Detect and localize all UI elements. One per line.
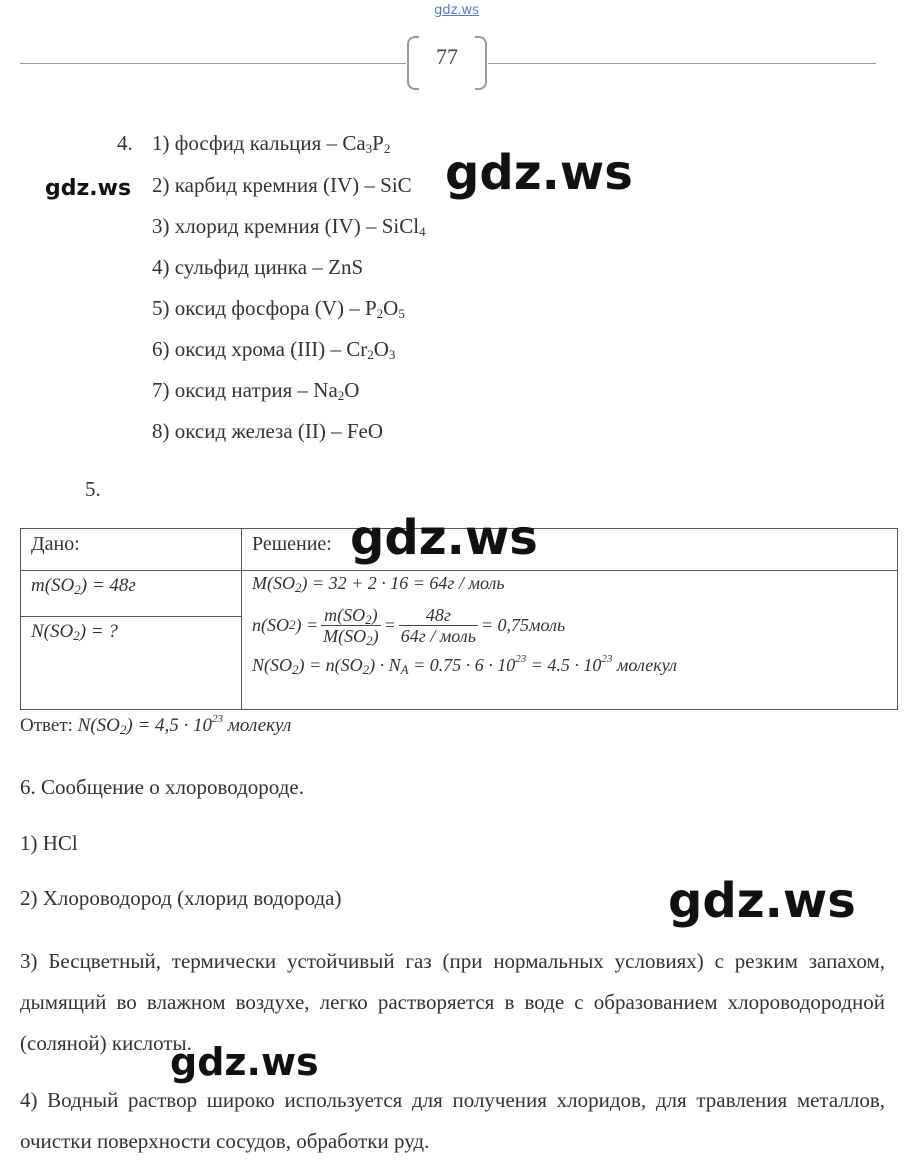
answer-label: Ответ: xyxy=(20,715,73,736)
solution-line-count: $N(SO_2) = n(SO_2) \cdot N_A = 0.75 \cdot 6 \cdot 10^{23} = 4.5 \cdot 10^{23}$ молекул xyxy=(252,653,678,677)
header-rule-left xyxy=(20,63,406,64)
watermark-large-2: gdz.ws xyxy=(350,510,538,566)
task4-item-number: 1) xyxy=(152,131,170,155)
task6-title: 6. Сообщение о хлороводороде. xyxy=(20,775,304,799)
solution-header: Решение: xyxy=(242,529,898,571)
solution-line-molar-mass: $M(SO_2) = 32 + 2 \cdot 16 = 64г$ / моль xyxy=(252,573,505,595)
page-number-frame xyxy=(407,36,487,88)
task4-item-formula: $Na_2O$ xyxy=(313,378,360,403)
task4-item-number: 3) xyxy=(152,214,170,238)
task4-item xyxy=(152,255,363,280)
watermark-large-1: gdz.ws xyxy=(445,145,633,201)
task4-item-number: 2) xyxy=(152,173,170,197)
task4-item-name: оксид натрия xyxy=(174,378,293,402)
task4-item-name: сульфид цинка xyxy=(174,255,308,279)
watermark-medium: gdz.ws xyxy=(170,1040,319,1084)
task4-item-formula: $Cr_2O_3$ xyxy=(346,337,396,362)
task4-item-dash: – xyxy=(312,255,323,279)
given-count-unknown: $N(SO_2)$ = ? xyxy=(21,617,242,710)
task4-item-formula: FeO xyxy=(346,419,384,443)
answer-line xyxy=(20,715,291,737)
task4-item xyxy=(152,337,395,362)
task4-item-dash: – xyxy=(364,173,375,197)
task4-item-dash: – xyxy=(297,378,309,402)
task4-item-number: 4) xyxy=(152,255,170,279)
task4-item-name: оксид фосфора (V) xyxy=(174,296,344,320)
task4-item-number: 8) xyxy=(152,419,170,443)
task4-item-name: карбид кремния (IV) xyxy=(174,173,360,197)
page-number: 77 xyxy=(436,44,458,69)
task4-item-dash: – xyxy=(366,214,377,238)
solution-body xyxy=(242,571,898,710)
task4-item xyxy=(152,419,383,444)
task4-item-formula: SiC xyxy=(380,173,412,197)
task4-item-dash: – xyxy=(349,296,360,320)
header-rule-right xyxy=(488,63,876,64)
task4-item-number: 5) xyxy=(152,296,170,320)
task4-item-formula: SiCl$_4$ xyxy=(381,214,426,239)
task4-item-dash: – xyxy=(330,337,341,361)
task4-item-name: оксид железа (II) xyxy=(174,419,326,443)
task4-item-dash: – xyxy=(331,419,342,443)
task4-item-formula: $Ca_3P_2$ xyxy=(342,131,391,156)
header-watermark-link[interactable]: gdz.ws xyxy=(434,3,479,18)
task4-item-formula: $P_2O_5$ xyxy=(364,296,405,321)
task4-item-number: 7) xyxy=(152,378,170,402)
fraction-mass-over-molar: $\frac{m(SO_2)}{M(SO_2)}$ xyxy=(323,604,379,648)
answer-formula: $N(SO_2) = 4,5 \cdot 10^{23}$ молекул xyxy=(77,713,292,737)
task4-item xyxy=(152,214,426,239)
given-header: Дано: xyxy=(21,529,242,571)
task4-item xyxy=(152,131,390,156)
task4-item-formula: ZnS xyxy=(328,255,364,279)
fraction-values: $\frac{48г}{\text{64г / моль}}$ xyxy=(400,604,476,646)
task4-item-name: оксид хрома (III) xyxy=(174,337,326,361)
task4-item-dash: – xyxy=(326,131,338,155)
task6-point1: 1) HCl xyxy=(20,831,78,855)
task6-point3: 3) Бесцветный, термически устойчивый газ (при нормальных условиях) с резким запахом, дымящий во влажном воздухе, легко растворяется в воде с образованием хлороводородной (соляной) кислоты. xyxy=(20,949,885,1055)
task5-number: 5. xyxy=(85,477,101,501)
watermark-large-3: gdz.ws xyxy=(668,873,856,929)
task4-item-number: 6) xyxy=(152,337,170,361)
task4-item xyxy=(152,173,412,198)
task4-number: 4. xyxy=(117,131,133,155)
task4-item-name: фосфид кальция xyxy=(174,131,322,155)
task4-item-name: хлорид кремния (IV) xyxy=(174,214,361,238)
task4-item xyxy=(152,378,359,403)
given-mass: $m(SO_2) = 48г$ xyxy=(21,571,242,617)
watermark-small: gdz.ws xyxy=(45,176,132,201)
task4-item xyxy=(152,296,405,321)
task6-point2: 2) Хлороводород (хлорид водорода) xyxy=(20,886,342,910)
solution-line-moles: n(SO 2 ) = $\frac{m(SO_2)}{M(SO_2)}$ = $\frac{48г}{\text{64г / моль}}$ = 0,75моль xyxy=(252,604,566,648)
task6-point4: 4) Водный раствор широко используется для получения хлоридов, для травления металлов, очистки поверхности сосудов, обработки руд. xyxy=(20,1088,885,1153)
